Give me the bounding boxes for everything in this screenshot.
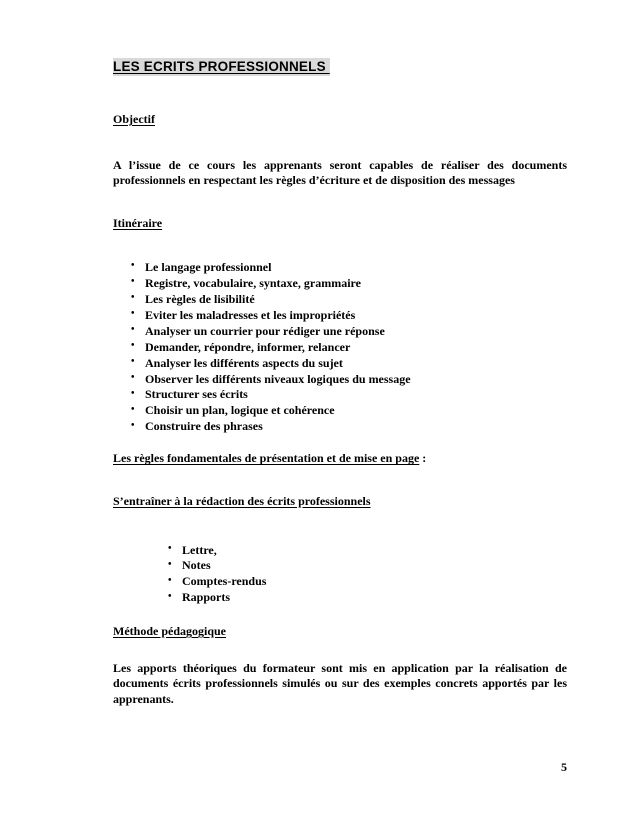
list-item: • Lettre, <box>113 543 567 559</box>
spacer <box>113 467 567 494</box>
list-item: • Les règles de lisibilité <box>113 292 567 308</box>
heading-itineraire-text: Itinéraire <box>113 216 163 231</box>
list-item: • Structurer ses écrits <box>113 387 567 403</box>
spacer <box>113 510 567 543</box>
heading-methode-text: Méthode pédagogique <box>113 624 227 638</box>
heading-regles-text: Les règles fondamentales de présentation et de mise en page <box>113 451 420 466</box>
spacer <box>113 232 567 260</box>
heading-itineraire <box>113 216 567 232</box>
list-item: • Comptes-rendus <box>113 574 567 590</box>
spacer <box>113 128 567 158</box>
spacer <box>113 435 567 451</box>
heading-regles-fondamentales <box>113 451 567 467</box>
list-item: • Choisir un plan, logique et cohérence <box>113 403 567 419</box>
list-item: • Demander, répondre, informer, relancer <box>113 340 567 356</box>
heading-objectif <box>113 112 567 128</box>
heading-objectif-text: Objectif <box>113 112 155 126</box>
paragraph-methode: Les apports théoriques du formateur sont mis en application par la réalisation de documents écrits professionnels simulés ou sur des exemples concrets apportés par les apprenants. <box>113 660 567 707</box>
spacer <box>113 189 567 216</box>
spacer <box>113 76 567 112</box>
methode-section <box>113 624 567 708</box>
paragraph-objectif: A l’issue de ce cours les apprenants seront capables de réaliser des documents professionnels en respectant les règles d’écriture et de disposition des messages <box>113 157 567 188</box>
list-item: • Analyser les différents aspects du sujet <box>113 356 567 372</box>
heading-methode-pedagogique <box>113 624 567 640</box>
list-item: • Analyser un courrier pour rédiger une réponse <box>113 324 567 340</box>
entrainement-list <box>113 543 567 607</box>
list-item: • Notes <box>113 558 567 574</box>
page-number: 5 <box>561 760 567 774</box>
document-body <box>113 58 567 606</box>
heading-entrainement <box>113 494 567 510</box>
spacer <box>113 640 567 661</box>
itineraire-list <box>113 260 567 435</box>
list-item: • Le langage professionnel <box>113 260 567 276</box>
list-item: • Eviter les maladresses et les impropriétés <box>113 308 567 324</box>
list-item: • Observer les différents niveaux logiques du message <box>113 372 567 388</box>
list-item: • Rapports <box>113 590 567 606</box>
list-item: • Registre, vocabulaire, syntaxe, grammaire <box>113 276 567 292</box>
heading-entrainement-text: S’entraîner à la rédaction des écrits professionnels <box>113 493 371 508</box>
list-item: • Construire des phrases <box>113 419 567 435</box>
page-title: LES ECRITS PROFESSIONNELS <box>113 59 330 74</box>
heading-regles-suffix: : <box>419 451 427 466</box>
